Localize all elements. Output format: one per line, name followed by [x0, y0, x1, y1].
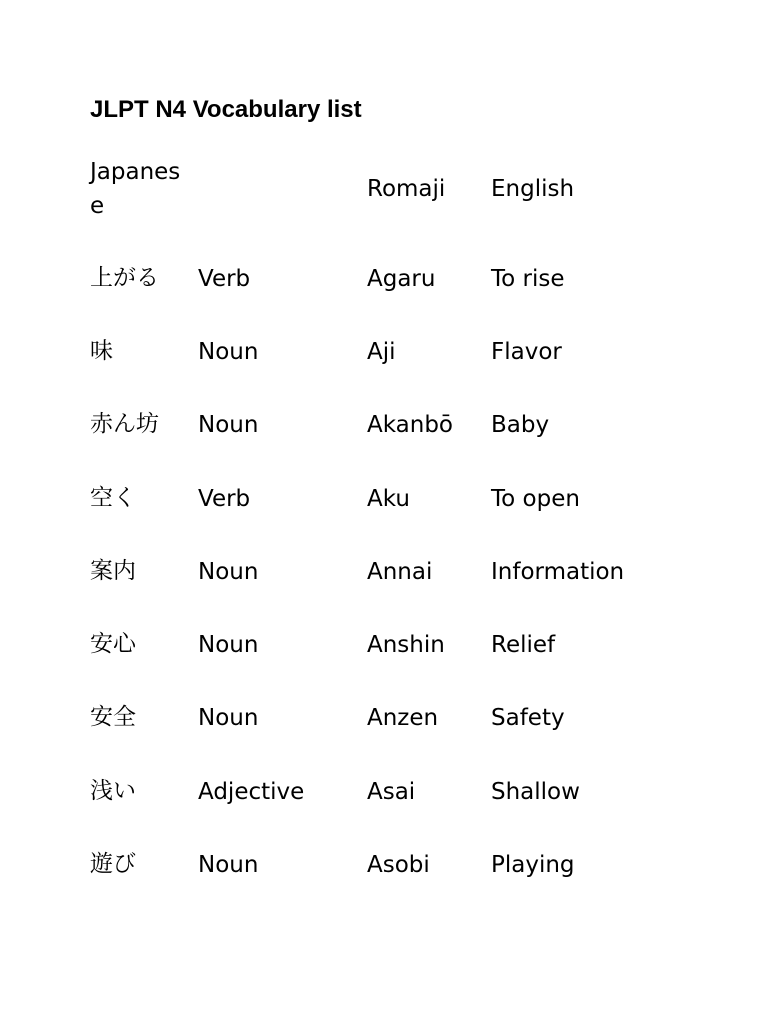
vocabulary-table — [90, 0, 690, 1024]
row-9-japanese: 遊び — [90, 851, 136, 877]
row-3-part-of-speech: Noun — [198, 412, 259, 438]
row-2-english: Flavor — [491, 339, 562, 365]
row-6-english: Relief — [491, 632, 556, 658]
row-4-japanese: 空く — [90, 485, 136, 511]
row-7-japanese: 安全 — [90, 704, 136, 730]
row-3-romaji: Akanbō — [367, 412, 453, 438]
row-4-romaji: Aku — [367, 486, 410, 512]
row-5-japanese: 案内 — [90, 558, 136, 584]
row-8-part-of-speech: Adjective — [198, 779, 305, 805]
row-4-english: To open — [491, 486, 580, 512]
row-9-english: Playing — [491, 852, 575, 878]
document-title: JLPT N4 Vocabulary list — [90, 96, 362, 123]
row-6-romaji: Anshin — [367, 632, 445, 658]
header-english: English — [491, 176, 575, 202]
row-1-english: To rise — [491, 266, 565, 292]
row-5-romaji: Annai — [367, 559, 433, 585]
row-8-romaji: Asai — [367, 779, 416, 805]
row-5-english: Information — [491, 559, 625, 585]
header-romaji: Romaji — [367, 176, 446, 202]
row-1-romaji: Agaru — [367, 266, 436, 292]
header-japanese: Japanese — [90, 159, 181, 219]
row-6-part-of-speech: Noun — [198, 632, 259, 658]
row-1-part-of-speech: Verb — [198, 266, 251, 292]
row-3-english: Baby — [491, 412, 550, 438]
row-2-part-of-speech: Noun — [198, 339, 259, 365]
row-6-japanese: 安心 — [90, 631, 136, 657]
row-8-english: Shallow — [491, 779, 580, 805]
row-7-english: Safety — [491, 705, 565, 731]
row-9-romaji: Asobi — [367, 852, 430, 878]
row-7-romaji: Anzen — [367, 705, 439, 731]
row-7-part-of-speech: Noun — [198, 705, 259, 731]
row-2-japanese: 味 — [90, 338, 113, 364]
row-1-japanese: 上がる — [90, 265, 159, 291]
row-5-part-of-speech: Noun — [198, 559, 259, 585]
row-3-japanese: 赤ん坊 — [90, 411, 159, 437]
row-4-part-of-speech: Verb — [198, 486, 251, 512]
row-9-part-of-speech: Noun — [198, 852, 259, 878]
row-8-japanese: 浅い — [90, 778, 136, 804]
row-2-romaji: Aji — [367, 339, 396, 365]
